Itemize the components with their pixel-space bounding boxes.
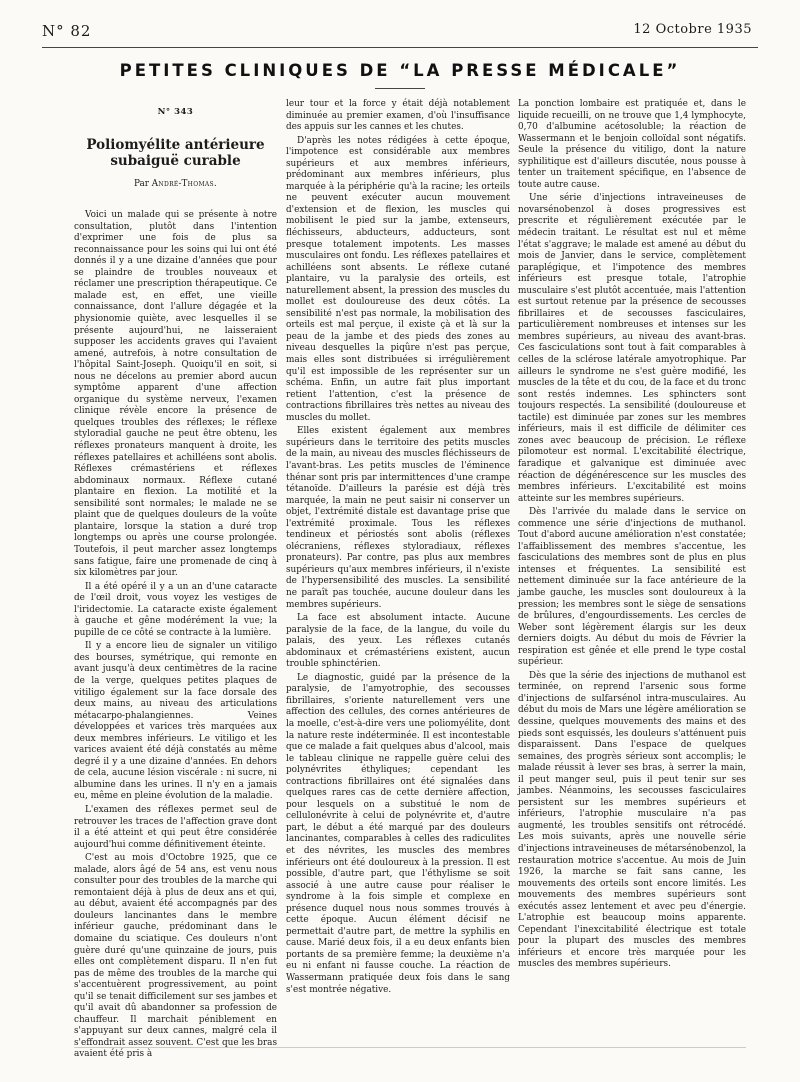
paragraph: Il a été opéré il y a un an d'une cataracte de l'œil droit, vous voyez les vestiges de l'iridectomie. La cataracte existe également à gauche et gêne modérément la vue; la pupille de ce côté se contracte à la lumière. (74, 581, 277, 638)
article-author (74, 179, 277, 191)
column-2 (286, 99, 510, 996)
paragraph: Le diagnostic, guidé par la présence de la paralysie, de l'amyotrophie, des secousses fibrillaires, s'oriente naturellement vers une affection des cellules, des cornes antérieures de la moelle, c'est-à-dire vers une poliomyélite, dont la nature reste indéterminée. Il est incontestable que ce malade a fait quelques abus d'alcool, mais le tableau clinique ne rappelle guère celui des polynévrites éthyliques; cependant les contractions fibrillaires ont été signalées dans quelques rares cas de cette dernière affection, pour lesquels on a substitué le nom de cellulonévrite à celui de polynévrite et, d'autre part, le début a été marqué par des douleurs lancinantes, comparables à celles des radiculites et des névrites, les muscles des membres inférieurs ont été douloureux à la pression. Il est possible, d'autre part, que l'éthylisme se soit associé à une autre cause pour réaliser le syndrome à la fois simple et complexe en présence duquel nous nous sommes trouvés à cette époque. Aucun élément décisif ne permettait d'autre part, de mettre la syphilis en cause. Marié deux fois, il a eu deux enfants bien portants de sa première femme; la deuxième n'a eu ni enfant ni fausse couche. La réaction de Wassermann pratiquée deux fois dans le sang s'est montrée négative. (286, 672, 510, 995)
article-title-line-2: subaiguë curable (110, 152, 241, 169)
paragraph: La ponction lombaire est pratiquée et, dans le liquide recueilli, on ne trouve que 1,4 lymphocyte, 0,70 d'albumine acétosoluble; la réaction de Wassermann et le benjoin colloïdal sont négatifs. Seule la présence du vitiligo, dont la nature syphilitique est d'ailleurs discutée, nous pousse à tenter un traitement spécifique, en l'absence de toute autre cause. (518, 99, 746, 190)
masthead-title: PETITES CLINIQUES DE “LA PRESSE MÉDICALE” (119, 61, 681, 80)
paragraph: Il y a encore lieu de signaler un vitiligo des bourses, symétrique, qui remonte en avant jusqu'à deux centimètres de la racine de la verge, quelques petites plaques de vitiligo également sur la face dorsale des deux mains, au niveau des articulations métacarpo-phalangiennes. Veines développées et varices très marquées aux deux membres inférieurs. Le vitiligo et les varices avaient été déjà constatés au même degré il y a une dizaine d'années. En dehors de cela, aucune lésion viscérale : ni sucre, ni albumine dans les urines. Il n'y en a jamais eu, même en pleine évolution de la maladie. (74, 641, 277, 802)
paragraph: C'est au mois d'Octobre 1925, que ce malade, alors âgé de 54 ans, est venu nous consulter pour des troubles de la marche qui remontaient déjà à plus de deux ans et qui, au début, avaient été accompagnés par des douleurs lancinantes dans le membre inférieur gauche, prédominant dans le domaine du sciatique. Ces douleurs n'ont guère duré qu'une quinzaine de jours, puis elles ont complètement disparu. Il n'en fut pas de même des troubles de la marche qui s'accentuèrent progressivement, au point qu'il se tenait difficilement sur ses jambes et qu'il avait dû abandonner sa profession de chauffeur. Il marchait péniblement en s'appuyant sur deux cannes, malgré cela il s'effondrait assez souvent. C'est que les bras avaient été pris à (74, 853, 277, 1060)
article-title (74, 137, 277, 169)
paragraph: leur tour et la force y était déjà notablement diminuée au premier examen, d'où l'insuffisance des appuis sur les cannes et les chutes. (286, 99, 510, 133)
paragraph: L'examen des réflexes permet seul de retrouver les traces de l'affection grave dont il a été atteint et qui peut être considérée aujourd'hui comme définitivement éteinte. (74, 804, 277, 850)
issue-date: 12 Octobre 1935 (633, 22, 752, 37)
masthead-rule (375, 88, 425, 89)
header-rule (42, 47, 758, 48)
paragraph: La face est absolument intacte. Aucune paralysie de la face, de la langue, du voile du palais, des yeux. Les réflexes cutanés abdominaux et crémastériens existent, aucun trouble sphinctérien. (286, 613, 510, 670)
paragraph: Voici un malade qui se présente à notre consultation, plutôt dans l'intention d'exprimer une fois de plus sa reconnaissance pour les soins qui lui ont été donnés il y a une dizaine d'années que pour se plaindre de troubles nouveaux et réclamer une prescription thérapeutique. Ce malade est, en effet, une vieille connaissance, dont l'allure dégagée et la physionomie quiète, avec lesquelles il se présente aujourd'hui, ne laisseraient supposer les accidents graves qui l'avaient amené, autrefois, à notre consultation de l'hôpital Saint-Joseph. Quoiqu'il en soit, si nous ne décelons au premier abord aucun symptôme apparent d'une affection organique du système nerveux, l'examen clinique révèle encore la présence de quelques troubles des réflexes; le réflexe styloradial gauche ne peut être obtenu, les réflexes pronateurs manquent à droite, les réflexes patellaires et achilléens sont abolis. Réflexes crémastériens et réflexes abdominaux normaux. Réflexe cutané plantaire en flexion. La motilité et la sensibilité sont normales; le malade ne se plaint que de quelques douleurs de la voûte plantaire, lorsque la station a duré trop longtemps ou après une course prolongée. Toutefois, il peut marcher assez longtemps sans fatigue, faire une promenade de cinq à six kilomètres par jour. (74, 210, 277, 579)
paragraph: Une série d'injections intraveineuses de novarsénobenzol à doses progressives est prescrite et régulièrement exécutée par le médecin traitant. Le résultat est nul et même l'état s'aggrave; le malade est amené au début du mois de Janvier, dans le service, complètement paraplégique, et l'impotence des membres inférieurs est presque totale, l'atrophie musculaire s'est plutôt accentuée, mais l'attention est surtout retenue par la présence de secousses fibrillaires et de secousses fasciculaires, particulièrement nombreuses et intenses sur les membres supérieurs, au niveau des avant-bras. Ces fasciculations sont tout à fait comparables à celles de la sclérose latérale amyotrophique. Par ailleurs le syndrome ne s'est guère modifié, les muscles de la tête et du cou, de la face et du tronc sont restés indemnes. Les sphincters sont toujours respectés. La sensibilité (douloureuse et tactile) est diminuée par zones sur les membres inférieurs, mais il est difficile de délimiter ces zones avec beaucoup de précision. Le réflexe pilomoteur est normal. L'excitabilité électrique, faradique et galvanique est diminuée avec réaction de dégénérescence sur les muscles des membres inférieurs. L'excitabilité est moins atteinte sur les membres supérieurs. (518, 193, 746, 504)
column-3 (518, 99, 746, 971)
paragraph: Elles existent également aux membres supérieurs dans le territoire des petits muscles de la main, au niveau des muscles fléchisseurs de l'avant-bras. Les petits muscles de l'éminence thénar sont pris par intermittences d'une crampe tétanoïde. D'ailleurs la parésie est déjà très marquée, la main ne peut saisir ni conserver un objet, l'extrémité distale est davantage prise que l'extrémité proximale. Tous les réflexes tendineux et périostés sont abolis (réflexes olécraniens, réflexes styloradiaux, réflexes pronateurs). Par contre, pas plus aux membres supérieurs qu'aux membres inférieurs, il n'existe de l'hypersensibilité des muscles. La sensibilité ne paraît pas touchée, aucune douleur dans les membres supérieurs. (286, 426, 510, 610)
paragraph: Dès que la série des injections de muthanol est terminée, on reprend l'arsenic sous forme d'injections de sulfarsénol intra-musculaires. Au début du mois de Mars une légère amélioration se dessine, quelques mouvements des mains et des pieds sont esquissés, les douleurs s'atténuent puis disparaissent. Dans l'espace de quelques semaines, des progrès sérieux sont accomplis; le malade réussit à lever ses bras, à serrer la main, il peut manger seul, puis il peut tenir sur ses jambes. Néanmoins, les secousses fasciculaires persistent sur les membres supérieurs et inférieurs, l'atrophie musculaire n'a pas augmenté, les troubles sensitifs ont rétrocédé. Les mois suivants, après une nouvelle série d'injections intraveineuses de métarsénobenzol, la restauration motrice s'accentue. Au mois de Juin 1926, la marche se fait sans canne, les mouvements des orteils sont encore limités. Les mouvements des membres supérieurs sont exécutés assez lentement et avec peu d'énergie. L'atrophie est beaucoup moins apparente. Cependant l'inexcitabilité électrique est totale pour la plupart des muscles des membres inférieurs et encore très marquée pour les muscles des membres supérieurs. (518, 670, 746, 970)
paragraph: Dès l'arrivée du malade dans le service on commence une série d'injections de muthanol. Tout d'abord aucune amélioration n'est constatée; l'affaiblissement des membres s'accentue, les fasciculations des membres sont de plus en plus intenses et fréquentes. La sensibilité est nettement diminuée sur la face antérieure de la jambe gauche, les muscles sont douloureux à la pression; les membres sont le siège de sensations de brûlures, d'engourdissements. Les cercles de Weber sont légèrement élargis sur les deux derniers doigts. Au début du mois de Février la respiration est gênée et elle prend le type costal supérieur. (518, 507, 746, 668)
page-bottom-rule (74, 1047, 746, 1048)
paragraph: D'après les notes rédigées à cette époque, l'impotence est considérable aux membres supérieurs et aux membres inférieurs, prédominant aux membres inférieurs, plus marquée à la périphérie qu'à la racine; les orteils ne peuvent exécuter aucun mouvement d'extension et de flexion, les muscles qui mobilisent le pied sur la jambe, extenseurs, fléchisseurs, abducteurs, adducteurs, sont presque totalement impotents. Les masses musculaires ont fondu. Les réflexes patellaires et achilléens sont absents. Le réflexe cutané plantaire, vu la paralysie des orteils, est naturellement absent, la pression des muscles du mollet est douloureuse des deux côtés. La sensibilité n'est pas normale, la mobilisation des orteils est mal perçue, il existe çà et là sur la peau de la jambe et des pieds des zones au niveau desquelles la piqûre n'est pas perçue, mais elles sont distribuées si irrégulièrement qu'il est impossible de les représenter sur un schéma. Enfin, un autre fait plus important retient l'attention, c'est la présence de contractions fibrillaires très nettes au niveau des muscles du mollet. (286, 135, 510, 423)
issue-number: N° 82 (42, 22, 92, 40)
column-1 (74, 99, 277, 1061)
author-name: André-Thomas. (151, 178, 218, 189)
article-number: N° 343 (157, 107, 194, 117)
article-title-line-1: Poliomyélite antérieure (86, 136, 265, 153)
author-prefix: Par (133, 178, 149, 189)
